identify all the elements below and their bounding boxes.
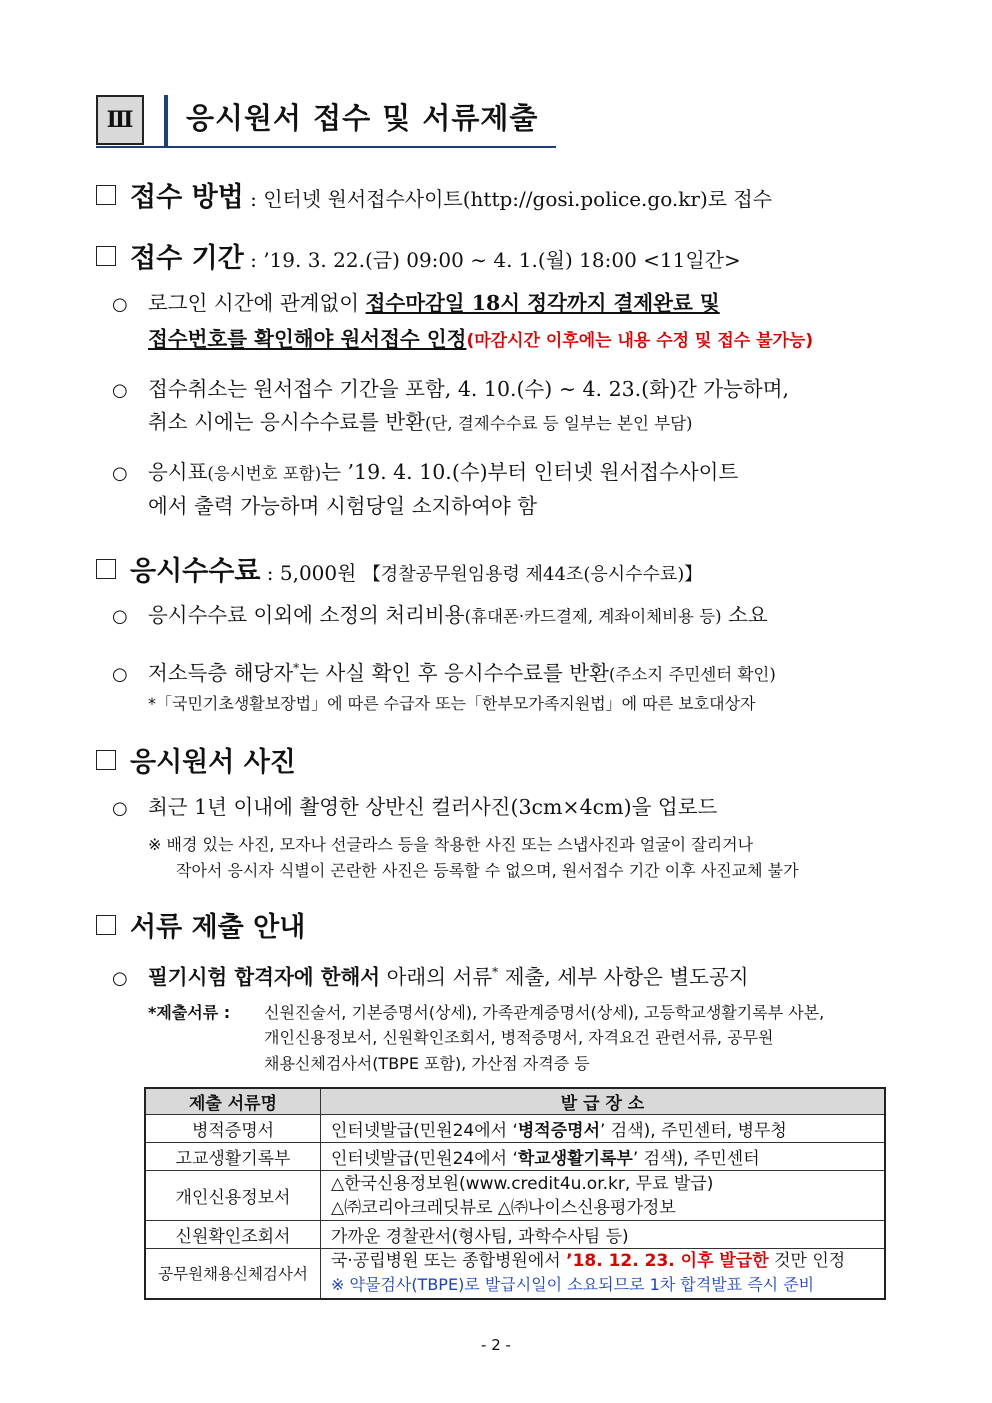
table-row	[145, 1221, 885, 1249]
bullet-text: 는 사실 확인 후 응시수수료를 반환	[299, 660, 609, 685]
section-fee	[96, 549, 702, 588]
colon: :	[243, 248, 264, 272]
section-value: 인터넷 원서접수사이트(http://gosi.police.go.kr)로 접수	[263, 187, 773, 211]
colon: :	[243, 187, 264, 211]
photo-note: ※ 배경 있는 사진, 모자나 선글라스 등을 착용한 사진 또는 스냅사진과 얼굴이 잘리거나	[148, 835, 754, 854]
doc-name-cell: 고교생활기록부	[145, 1143, 321, 1171]
section-photo	[96, 740, 296, 779]
bullet-text: 제출, 세부 사항은 별도공지	[498, 964, 749, 989]
bullet-text: 응시수수료 이외에 소정의 처리비용	[148, 603, 465, 627]
warning-text: (마감시간 이후에는 내용 수정 및 접수 불가능)	[466, 331, 814, 351]
section-documents	[96, 905, 305, 944]
docs-list-line: 개인신용정보서, 신원확인조회서, 병적증명서, 자격요건 관련서류, 공무원	[264, 1028, 774, 1047]
issue-place-cell	[321, 1115, 886, 1143]
issue-place-cell	[321, 1249, 886, 1299]
emphasis-text: 접수마감일 18시 정각까지 결제완료 및	[365, 291, 720, 315]
documents-table	[144, 1087, 886, 1300]
cell-note: ※ 약물검사(TBPE)로 발급시일이 소요되므로 1차 합격발표 즉시 준비	[331, 1275, 815, 1295]
bullet-item	[112, 372, 789, 408]
bullet-text: 취소 시에는 응시수수료를 반환	[148, 410, 425, 434]
issue-place-cell	[321, 1143, 886, 1171]
circle-bullet-icon: ○	[112, 380, 128, 401]
circle-bullet-icon: ○	[112, 798, 128, 819]
emphasis-text: 접수번호를 확인해야 원서접수 인정	[148, 327, 467, 351]
circle-bullet-icon: ○	[112, 606, 128, 627]
section-heading: 서류 제출 안내	[130, 912, 306, 943]
header-underline	[96, 146, 556, 148]
bullet-item	[112, 455, 738, 491]
cell-text: ’ 검색), 주민센터	[632, 1149, 760, 1169]
doc-name-cell: 공무원채용신체검사서	[145, 1249, 321, 1299]
bullet-subtext: (단, 결제수수료 등 일부는 본인 부담)	[425, 414, 693, 433]
bullet-item	[112, 598, 768, 634]
bullet-text: 에서 출력 가능하며 시험당일 소지하여야 함	[148, 494, 538, 518]
doc-name-cell: 개인신용정보서	[145, 1171, 321, 1221]
bullet-text: 최근 1년 이내에 촬영한 상반신 컬러사진(3cm×4cm)을 업로드	[148, 795, 718, 819]
header-accent-bar	[164, 95, 168, 147]
bullet-text: 접수취소는 원서접수 기간을 포함, 4. 10.(수) ∼ 4. 23.(화)간 가능하며,	[148, 377, 790, 401]
photo-note-continuation: 작아서 응시자 식별이 곤란한 사진은 등록할 수 없으며, 원서접수 기간 이후 사진교체 불가	[176, 861, 799, 880]
section-number-box: Ⅲ	[96, 95, 144, 145]
table-row	[145, 1115, 885, 1143]
section-period	[96, 236, 741, 275]
section-heading: 접수 기간	[130, 243, 244, 274]
bullet-text: 저소득층 해당자	[148, 660, 294, 685]
section-method	[96, 175, 772, 214]
column-header: 제출 서류명	[145, 1088, 321, 1115]
legal-reference: 【경찰공무원임용령 제44조(응시수수료)】	[362, 564, 703, 585]
emphasis-text: 필기시험 합격자에 한해서	[148, 964, 381, 989]
bullet-subtext: (휴대폰·카드결제, 계좌이체비용 등)	[464, 607, 722, 626]
bullet-continuation	[148, 322, 813, 358]
issue-place-cell	[321, 1171, 886, 1221]
checkbox-square-icon	[96, 185, 116, 205]
docs-list-line: 신원진술서, 기본증명서(상세), 가족관계증명서(상세), 고등학교생활기록부 사본,	[264, 1003, 825, 1022]
circle-bullet-icon: ○	[112, 663, 128, 685]
cell-text: 인터넷발급(민원24에서 ‘	[331, 1149, 518, 1169]
table-row	[145, 1249, 885, 1299]
page-title: 응시원서 접수 및 서류제출	[186, 101, 539, 135]
docs-label: *제출서류 :	[148, 1003, 231, 1022]
circle-bullet-icon: ○	[112, 463, 128, 484]
bullet-item	[112, 651, 776, 692]
footnote: *「국민기초생활보장법」에 따른 수급자 또는「한부모가족지원법」에 따른 보호대상자	[148, 694, 756, 713]
doc-name-cell: 병적증명서	[145, 1115, 321, 1143]
bullet-text: 로그인 시간에 관계없이	[148, 291, 366, 315]
bullet-text: 소요	[721, 603, 768, 627]
section-heading: 응시수수료	[130, 556, 261, 587]
cell-text: 국·공립병원 또는 종합병원에서	[331, 1251, 567, 1272]
bullet-item	[112, 790, 717, 826]
cell-warning: ’18. 12. 23. 이후 발급한	[566, 1251, 769, 1272]
issue-place-cell: 가까운 경찰관서(형사팀, 과학수사팀 등)	[321, 1221, 886, 1249]
cell-emphasis: 학교생활기록부	[517, 1149, 633, 1169]
cell-text: ’ 검색), 주민센터, 병무청	[600, 1121, 787, 1141]
circle-bullet-icon: ○	[112, 294, 128, 315]
bullet-continuation	[148, 489, 537, 523]
checkbox-square-icon	[96, 750, 116, 770]
column-header: 발 급 장 소	[321, 1088, 886, 1115]
doc-name-cell: 신원확인조회서	[145, 1221, 321, 1249]
footnote-marker: *	[293, 661, 300, 675]
colon: :	[260, 561, 280, 585]
footnote-marker: *	[492, 965, 499, 979]
docs-list-line: 채용신체검사서(TBPE 포함), 가산점 자격증 등	[264, 1054, 590, 1073]
section-value: 5,000원	[279, 561, 363, 585]
circle-bullet-icon: ○	[112, 967, 128, 989]
page-number: - 2 -	[481, 1336, 511, 1354]
table-row	[145, 1143, 885, 1171]
checkbox-square-icon	[96, 915, 116, 935]
bullet-item	[112, 955, 749, 996]
bullet-continuation	[148, 405, 693, 441]
bullet-item	[112, 286, 720, 322]
checkbox-square-icon	[96, 559, 116, 579]
cell-text: 인터넷발급(민원24에서 ‘	[331, 1121, 518, 1141]
cell-text: △한국신용정보원(www.credit4u.or.kr, 무료 발급)	[331, 1173, 714, 1194]
cell-text: 것만 인정	[768, 1251, 846, 1272]
section-heading: 응시원서 사진	[130, 747, 296, 778]
bullet-subtext: (주소지 주민센터 확인)	[608, 664, 776, 684]
section-value: ’19. 3. 22.(금) 09:00 ∼ 4. 1.(월) 18:00 <11일간>	[263, 248, 741, 272]
table-row	[145, 1171, 885, 1221]
bullet-text: 응시표	[148, 460, 208, 484]
table-header-row	[145, 1088, 885, 1115]
checkbox-square-icon	[96, 246, 116, 266]
section-heading: 접수 방법	[130, 182, 244, 213]
cell-emphasis: 병적증명서	[517, 1121, 600, 1141]
bullet-text: 아래의 서류	[380, 964, 493, 989]
bullet-text: 는 ’19. 4. 10.(수)부터 인터넷 원서접수사이트	[321, 460, 739, 484]
bullet-subtext: (응시번호 포함)	[207, 464, 322, 483]
cell-text: △㈜코리아크레딧뷰로 △㈜나이스신용평가정보	[331, 1197, 676, 1218]
